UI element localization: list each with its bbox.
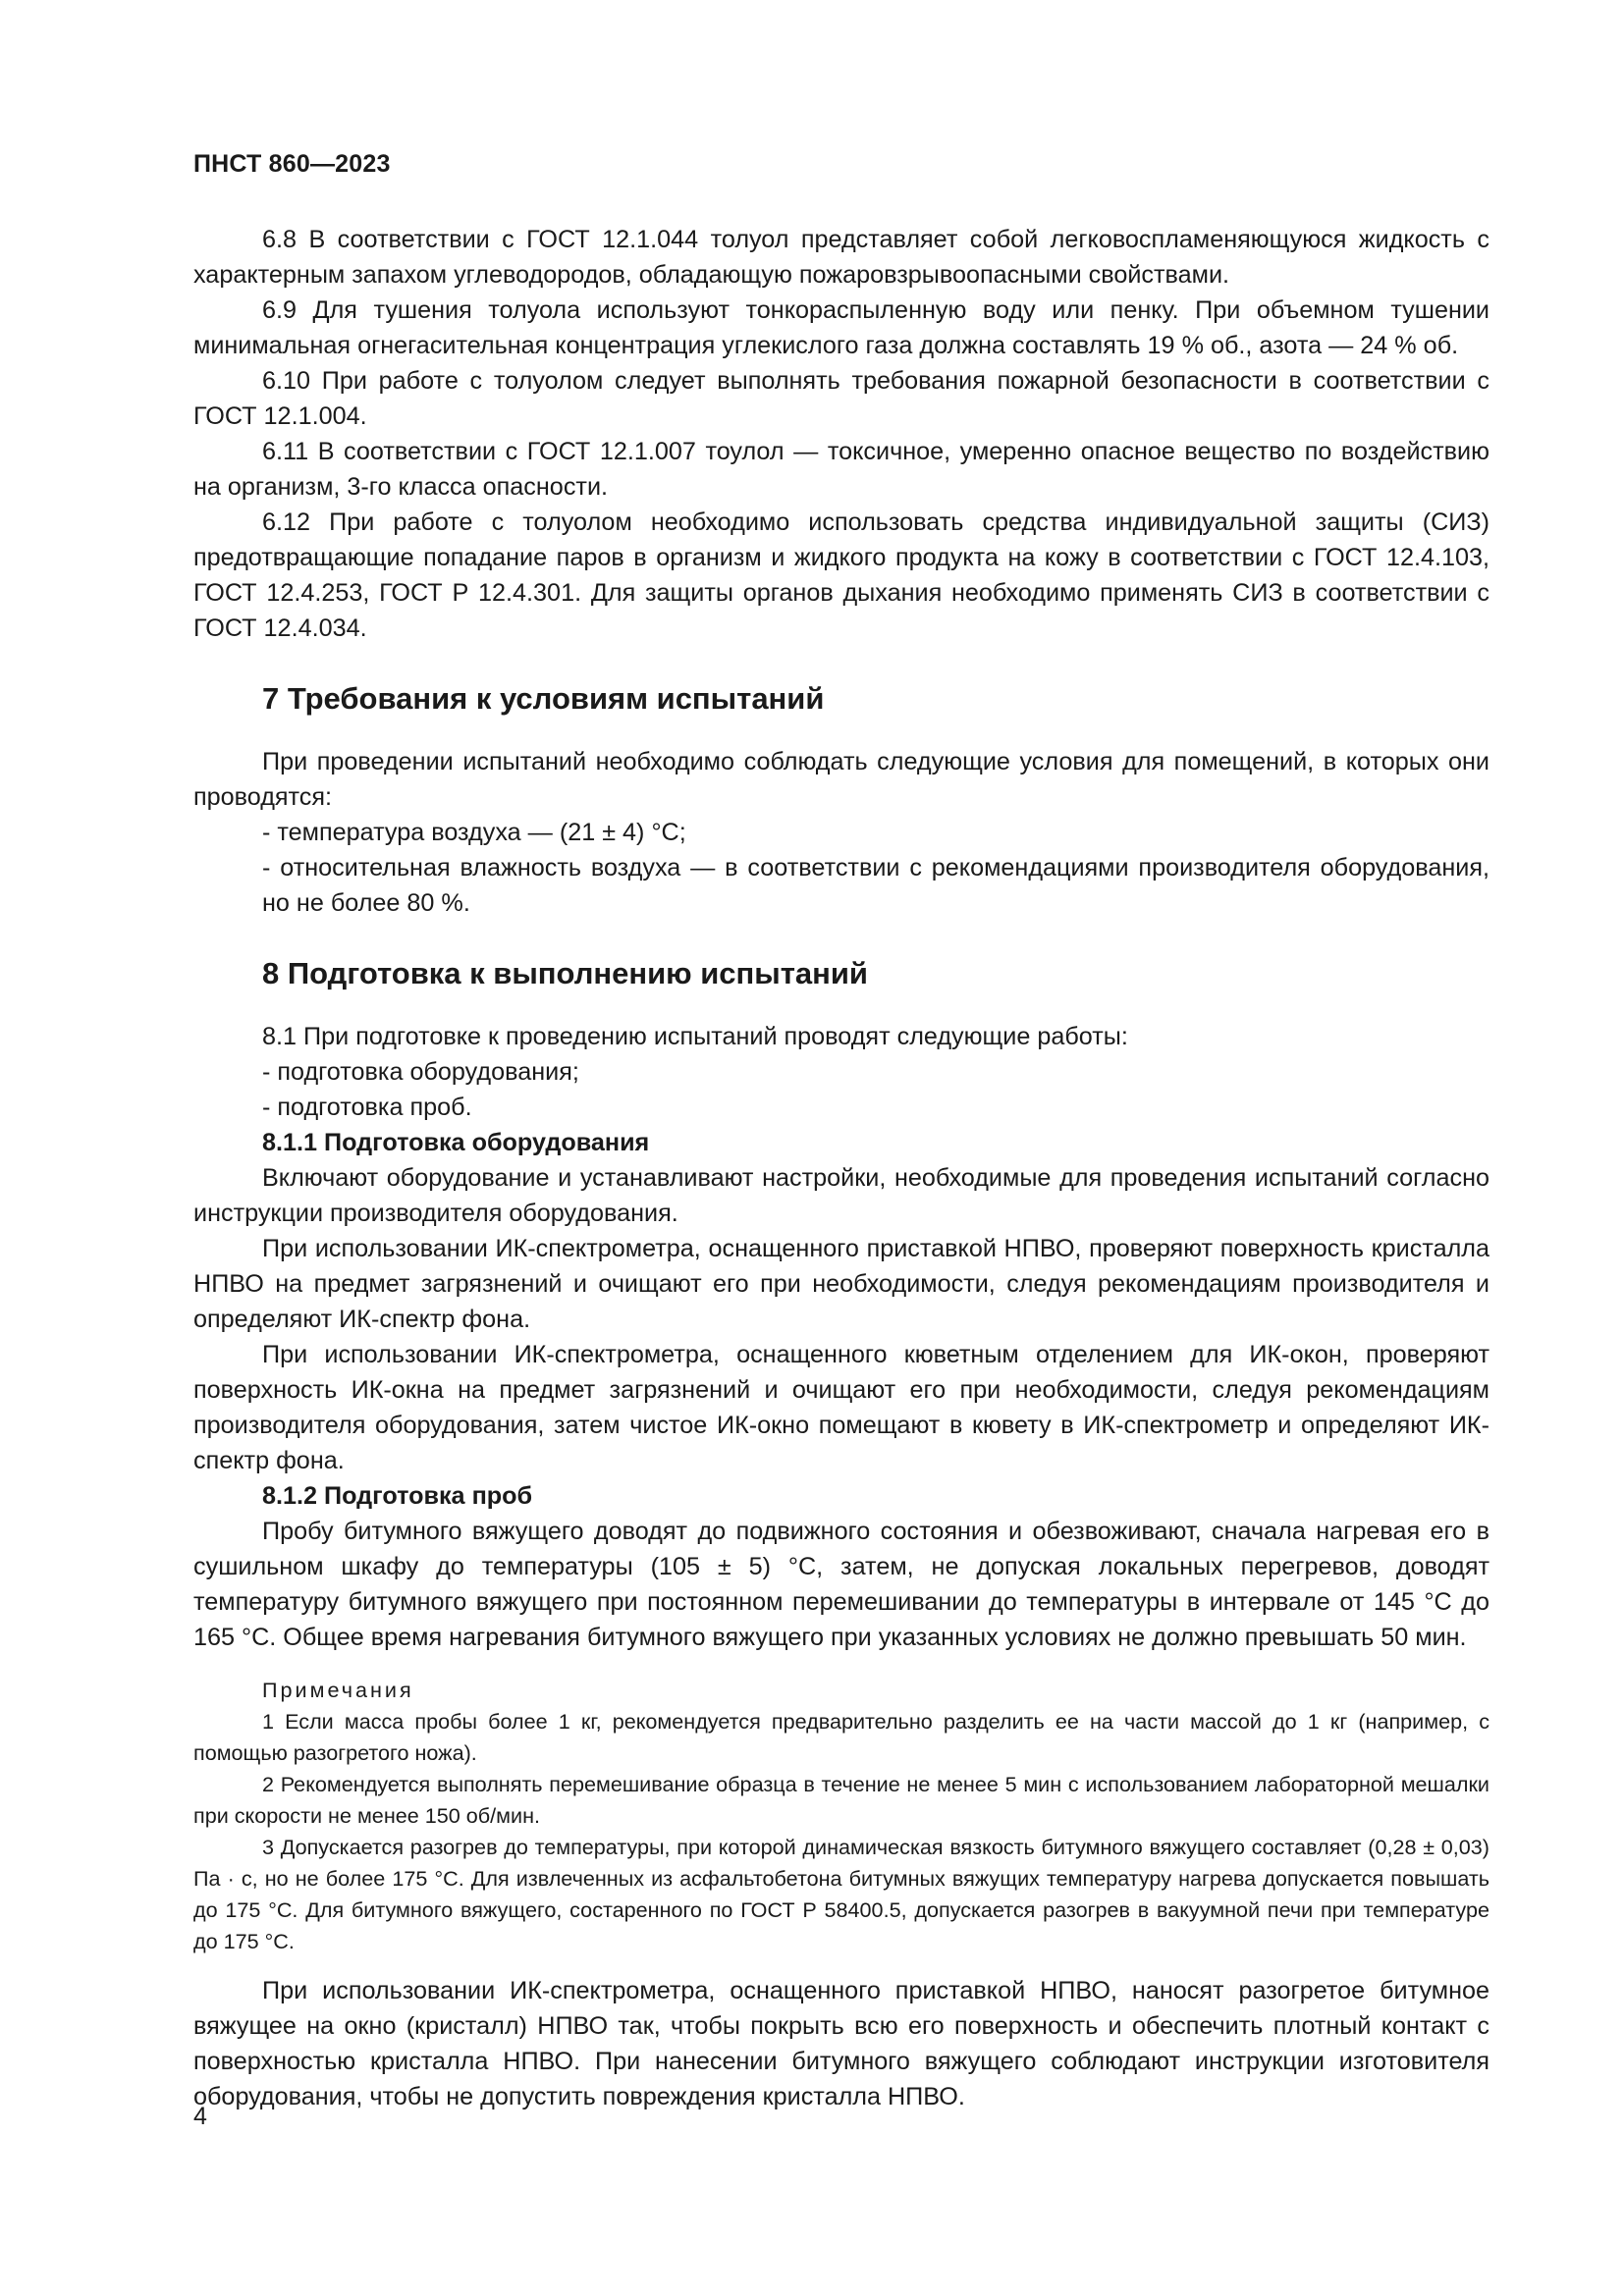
paragraph-6-10: 6.10 При работе с толуолом следует выполнять требования пожарной безопасности в соответствии с ГОСТ 12.1.004. [193, 367, 1489, 430]
note-item: 1 Если масса пробы более 1 кг, рекомендуется предварительно разделить ее на части массой до 1 кг (например, с помощью разогретого ножа). [193, 1709, 1489, 1765]
notes-block [193, 1675, 1489, 1957]
paragraph-8-1-1-a: Включают оборудование и устанавливают настройки, необходимые для проведения испытаний согласно инструкции производителя оборудования. [193, 1164, 1489, 1227]
section-8-heading: 8 Подготовка к выполнению испытаний [262, 956, 868, 990]
section-7-heading: 7 Требования к условиям испытаний [262, 681, 825, 716]
notes-title: Примечания [262, 1678, 414, 1702]
paragraph-6-11: 6.11 В соответствии с ГОСТ 12.1.007 тоулол — токсичное, умеренно опасное вещество по воздействию на организм, 3-го класса опасности. [193, 438, 1489, 501]
list-item: - подготовка оборудования; [262, 1058, 579, 1086]
paragraph-8-1-2: Пробу битумного вяжущего доводят до подвижного состояния и обезвоживают, сначала нагревая его в сушильном шкафу до температуры (105 ± 5) °С, затем, не допуская локальных перегревов, доводят температуру битумного вяжущего при постоянном перемешивании до температуры в интервале от 145 °С до 165 °С. Общее время нагревания битумного вяжущего при указанных условиях не должно превышать 50 мин. [193, 1518, 1489, 1651]
list-item: - температура воздуха — (21 ± 4) °С; [262, 819, 686, 846]
paragraph-8-1: 8.1 При подготовке к проведению испытаний проводят следующие работы: [262, 1023, 1128, 1050]
page-content [193, 222, 1489, 2114]
list-item: - относительная влажность воздуха — в соответствии с рекомендациями производителя оборудования, но не более 80 %. [262, 854, 1489, 917]
list-item: - подготовка проб. [262, 1094, 472, 1121]
paragraph-6-9: 6.9 Для тушения толуола используют тонкораспыленную воду или пенку. При объемном тушении минимальная огнегасительная концентрация углекислого газа должна составлять 19 % об., азота — 24 % об. [193, 296, 1489, 359]
page-number: 4 [193, 2103, 207, 2130]
note-item: 3 Допускается разогрев до температуры, при которой динамическая вязкость битумного вяжущего составляет (0,28 ± 0,03) Па · с, но не более 175 °С. Для извлеченных из асфальтобетона битумных вяжущих температуру нагрева допускается повышать до 175 °С. Для битумного вяжущего, состаренного по ГОСТ Р 58400.5, допускается разогрев в вакуумной печи при температуре до 175 °С. [193, 1835, 1489, 1953]
paragraph-6-12: 6.12 При работе с толуолом необходимо использовать средства индивидуальной защиты (СИЗ) предотвращающие попадание паров в организм и жидкого продукта на кожу в соответствии с ГОСТ 12.4.103, ГОСТ 12.4.253, ГОСТ Р 12.4.301. Для защиты органов дыхания необходимо применять СИЗ в соответствии с ГОСТ 12.4.034. [193, 508, 1489, 642]
subsection-8-1-2-heading: 8.1.2 Подготовка проб [262, 1482, 533, 1510]
paragraph-6-8: 6.8 В соответствии с ГОСТ 12.1.044 толуол представляет собой легковоспламеняющуюся жидкость с характерным запахом углеводородов, обладающую пожаровзрывоопасными свойствами. [193, 226, 1489, 289]
paragraph-8-1-1-b: При использовании ИК-спектрометра, оснащенного приставкой НПВО, проверяют поверхность кристалла НПВО на предмет загрязнений и очищают его при необходимости, следуя рекомендациям производителя и определяют ИК-спектр фона. [193, 1235, 1489, 1333]
document-header: ПНСТ 860—2023 [193, 150, 391, 178]
note-item: 2 Рекомендуется выполнять перемешивание образца в течение не менее 5 мин с использованием лабораторной мешалки при скорости не менее 150 об/мин. [193, 1772, 1489, 1828]
section-7-intro: При проведении испытаний необходимо соблюдать следующие условия для помещений, в которых они проводятся: [193, 748, 1489, 811]
paragraph-final: При использовании ИК-спектрометра, оснащенного приставкой НПВО, наносят разогретое битумное вяжущее на окно (кристалл) НПВО так, чтобы покрыть всю его поверхность и обеспечить плотный контакт с поверхностью кристалла НПВО. При нанесении битумного вяжущего соблюдают инструкции изготовителя оборудования, чтобы не допустить повреждения кристалла НПВО. [193, 1977, 1489, 2110]
subsection-8-1-1-heading: 8.1.1 Подготовка оборудования [262, 1129, 650, 1156]
paragraph-8-1-1-c: При использовании ИК-спектрометра, оснащенного кюветным отделением для ИК-окон, проверяют поверхность ИК-окна на предмет загрязнений и очищают его при необходимости, следуя рекомендациям производителя оборудования, затем чистое ИК-окно помещают в кювету в ИК-спектрометр и определяют ИК-спектр фона. [193, 1341, 1489, 1474]
